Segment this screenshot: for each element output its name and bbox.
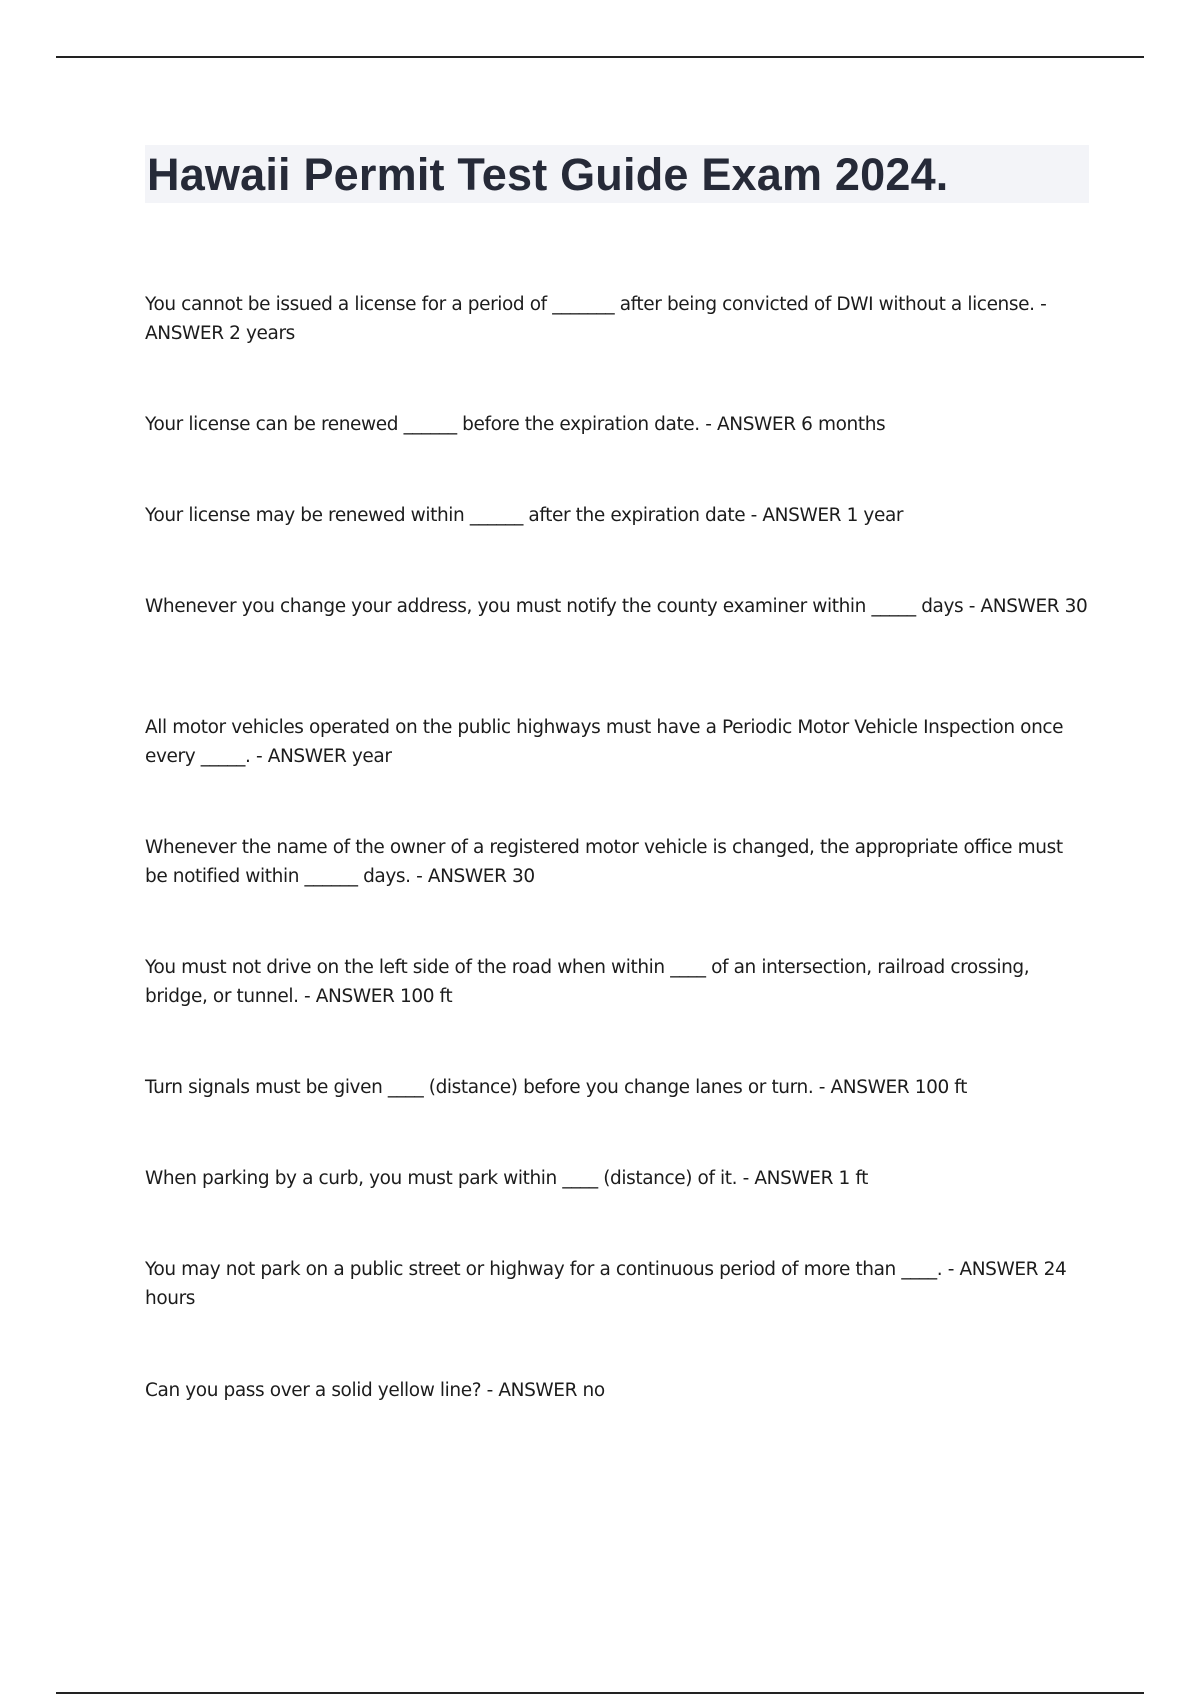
answer-text: 1 ft [838, 1168, 869, 1189]
answer-text: 30 [512, 866, 535, 887]
answer-separator: - ANSWER [813, 1077, 915, 1098]
question-text: Whenever you change your address, you must notify the county examiner within _____ days [145, 596, 964, 617]
top-rule [56, 56, 1144, 58]
document-title: Hawaii Permit Test Guide Exam 2024. [147, 148, 949, 200]
question-text: You may not park on a public street or highway for a continuous period of more than ____. [145, 1259, 943, 1280]
document-page [145, 145, 1089, 203]
qa-item [145, 713, 1089, 771]
answer-text: 24 hours [145, 1259, 1067, 1309]
answer-text: 30 [1064, 596, 1088, 617]
qa-item [145, 833, 1089, 891]
qa-item [145, 1255, 1089, 1313]
answer-text: no [582, 1380, 605, 1401]
qa-item [145, 410, 1089, 439]
answer-text: year [351, 746, 392, 767]
qa-item [145, 1376, 1089, 1405]
qa-item [145, 1164, 1089, 1193]
answer-separator: - ANSWER [699, 414, 802, 435]
answer-separator: - ANSWER [481, 1380, 583, 1401]
answer-text: 100 ft [399, 986, 453, 1007]
question-text: Whenever the name of the owner of a registered motor vehicle is changed, the appropriate office must be notified within ______ days. [145, 837, 1063, 887]
answer-separator: - ANSWER [298, 986, 400, 1007]
answer-separator: - ANSWER [942, 1259, 1044, 1280]
question-text: You cannot be issued a license for a period of _______ after being convicted of DWI without a license. [145, 294, 1035, 315]
title-band [145, 145, 1089, 203]
answer-separator: - ANSWER [145, 294, 1047, 344]
question-text: Turn signals must be given ____ (distance) before you change lanes or turn. [145, 1077, 814, 1098]
qa-item [145, 1073, 1089, 1102]
question-text: All motor vehicles operated on the public highways must have a Periodic Motor Vehicle Inspection once every _____. [145, 717, 1064, 767]
qa-item [145, 592, 1089, 621]
question-text: Your license may be renewed within ______ after the expiration date [145, 505, 746, 526]
answer-separator: - ANSWER [745, 505, 847, 526]
qa-item [145, 501, 1089, 530]
answer-text: 1 year [846, 505, 904, 526]
question-text: When parking by a curb, you must park within ____ (distance) of it. [145, 1168, 738, 1189]
question-text: Can you pass over a solid yellow line? [145, 1380, 482, 1401]
answer-text: 100 ft [914, 1077, 967, 1098]
answer-separator: - ANSWER [410, 866, 513, 887]
qa-item [145, 953, 1089, 1011]
answer-text: 2 years [229, 323, 295, 344]
question-text: Your license can be renewed ______ before the expiration date. [145, 414, 700, 435]
bottom-rule [56, 1692, 1144, 1694]
answer-text: 6 months [801, 414, 886, 435]
qa-item [145, 290, 1089, 348]
answer-separator: - ANSWER [737, 1168, 839, 1189]
question-text: You must not drive on the left side of the road when within ____ of an intersection, railroad crossing, bridge, or tunnel. [145, 957, 1030, 1007]
answer-separator: - ANSWER [250, 746, 352, 767]
answer-separator: - ANSWER [963, 596, 1065, 617]
